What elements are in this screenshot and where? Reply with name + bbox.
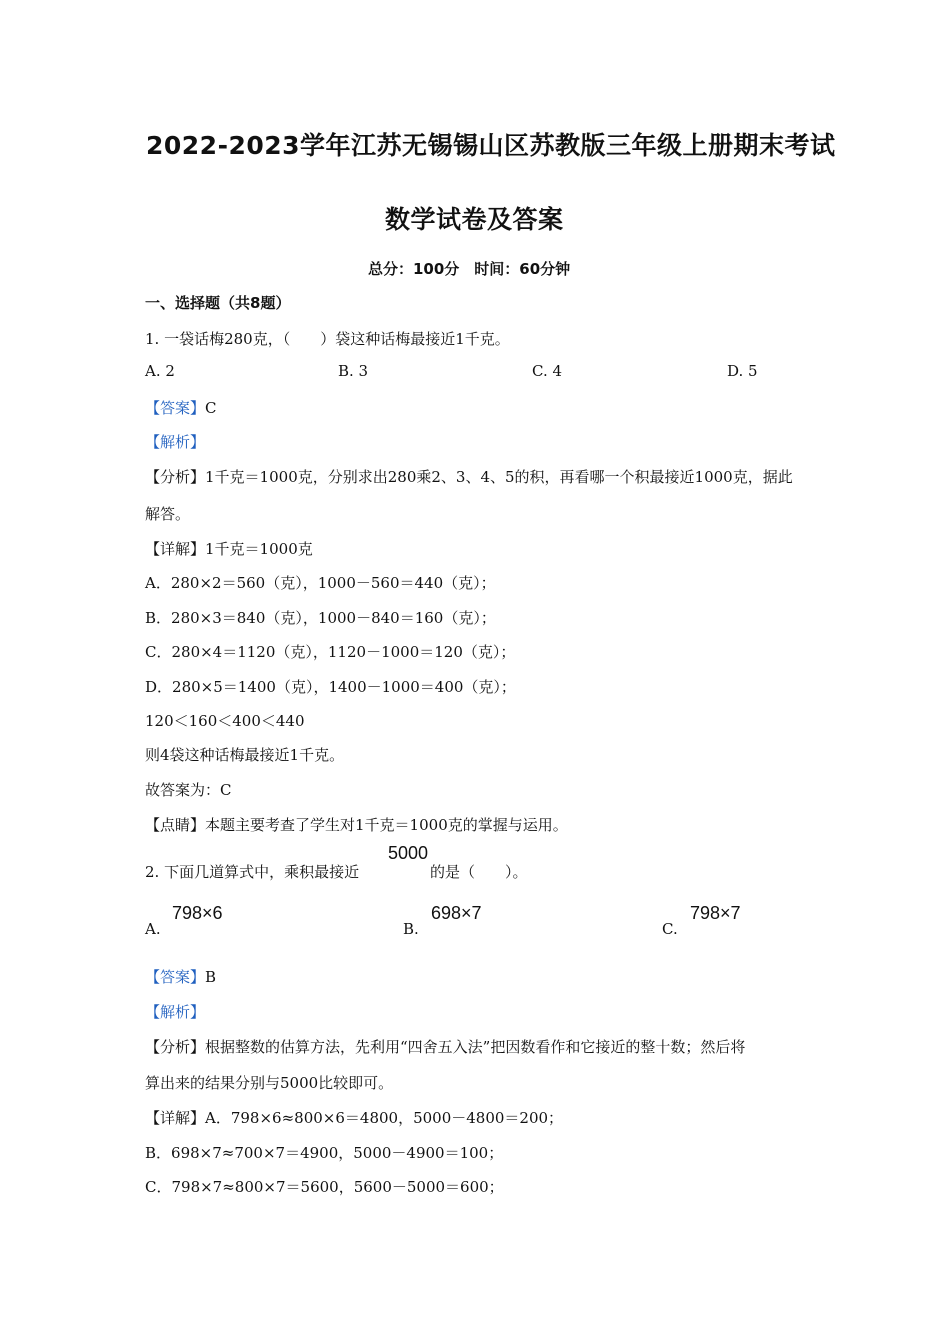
q1-answer (145, 397, 217, 418)
q1-conclusion: 则4袋这种话梅最接近1千克。 (145, 746, 345, 764)
detail-tag: 【详解】 (145, 1109, 206, 1127)
answer-value: B (205, 968, 217, 986)
page-title-line1: 2022-2023学年江苏无锡锡山区苏教版三年级上册期末考试 (146, 131, 836, 160)
q2-option-a-expr: 798×6 (172, 903, 223, 923)
q2-step-c: C．798×7≈800×7＝5600，5600－5000＝600； (145, 1178, 504, 1196)
dianjing-tag: 【点睛】 (145, 816, 206, 834)
q1-step-d: D．280×5＝1400（克），1400－1000＝400（克）； (145, 678, 516, 696)
q1-step-b: B．280×3＝840（克），1000－840＝160（克）； (145, 609, 496, 627)
q1-option-c: C. 4 (532, 362, 563, 380)
detail-text: A．798×6≈800×6＝4800，5000－4800＝200； (205, 1109, 564, 1127)
q1-fenxi-line1 (145, 466, 793, 487)
q1-analysis-tag: 【解析】 (145, 433, 206, 451)
exam-meta: 总分：100分 时间：60分钟 (368, 260, 571, 278)
q2-stem-number: 5000 (388, 843, 429, 863)
dianjing-text: 本题主要考查了学生对1千克＝1000克的掌握与运用。 (205, 816, 568, 834)
detail-text: 1千克＝1000克 (205, 540, 313, 558)
q1-compare: 120＜160＜400＜440 (145, 712, 305, 730)
detail-tag: 【详解】 (145, 540, 206, 558)
fenxi-tag: 【分析】 (145, 1038, 206, 1056)
q1-option-a: A. 2 (145, 362, 175, 380)
q2-option-c-expr: 798×7 (690, 903, 741, 923)
fenxi-tag: 【分析】 (145, 468, 206, 486)
q2-detail (145, 1107, 563, 1128)
q2-option-a-letter: A. (145, 920, 161, 938)
answer-tag: 【答案】 (145, 968, 206, 986)
q2-option-b-letter: B. (403, 920, 419, 938)
q1-option-d: D. 5 (727, 362, 758, 380)
fenxi-text: 1千克＝1000克，分别求出280乘2、3、4、5的积，再看哪一个积最接近1000克，据此 (205, 468, 793, 486)
page-title-line2: 数学试卷及答案 (385, 205, 564, 234)
q2-stem-a: 2. 下面几道算式中，乘积最接近 (145, 863, 360, 881)
q2-stem-b: 的是（ ）。 (430, 863, 528, 881)
q1-detail (145, 538, 313, 559)
q1-option-b: B. 3 (338, 362, 369, 380)
section-heading: 一、选择题（共8题） (145, 294, 291, 312)
q1-dianjing (145, 814, 568, 835)
q1-step-c: C．280×4＝1120（克），1120－1000＝120（克）； (145, 643, 516, 661)
q2-option-c-letter: C. (662, 920, 678, 938)
q2-fenxi-line1 (145, 1036, 745, 1057)
answer-value: C (205, 399, 217, 417)
q1-step-a: A．280×2＝560（克），1000－560＝440（克）； (145, 574, 496, 592)
q2-analysis-tag: 【解析】 (145, 1003, 206, 1021)
q1-fenxi-line2: 解答。 (145, 505, 191, 523)
q1-final-answer: 故答案为：C (145, 781, 232, 799)
q2-step-b: B．698×7≈700×7＝4900，5000－4900＝100； (145, 1144, 504, 1162)
q2-option-b-expr: 698×7 (431, 903, 482, 923)
q2-fenxi-line2: 算出来的结果分别与5000比较即可。 (145, 1074, 394, 1092)
q2-answer (145, 966, 216, 987)
answer-tag: 【答案】 (145, 399, 206, 417)
q1-stem: 1. 一袋话梅280克，（ ）袋这种话梅最接近1千克。 (145, 330, 510, 348)
fenxi-text: 根据整数的估算方法，先利用“四舍五入法”把因数看作和它接近的整十数；然后将 (205, 1038, 746, 1056)
